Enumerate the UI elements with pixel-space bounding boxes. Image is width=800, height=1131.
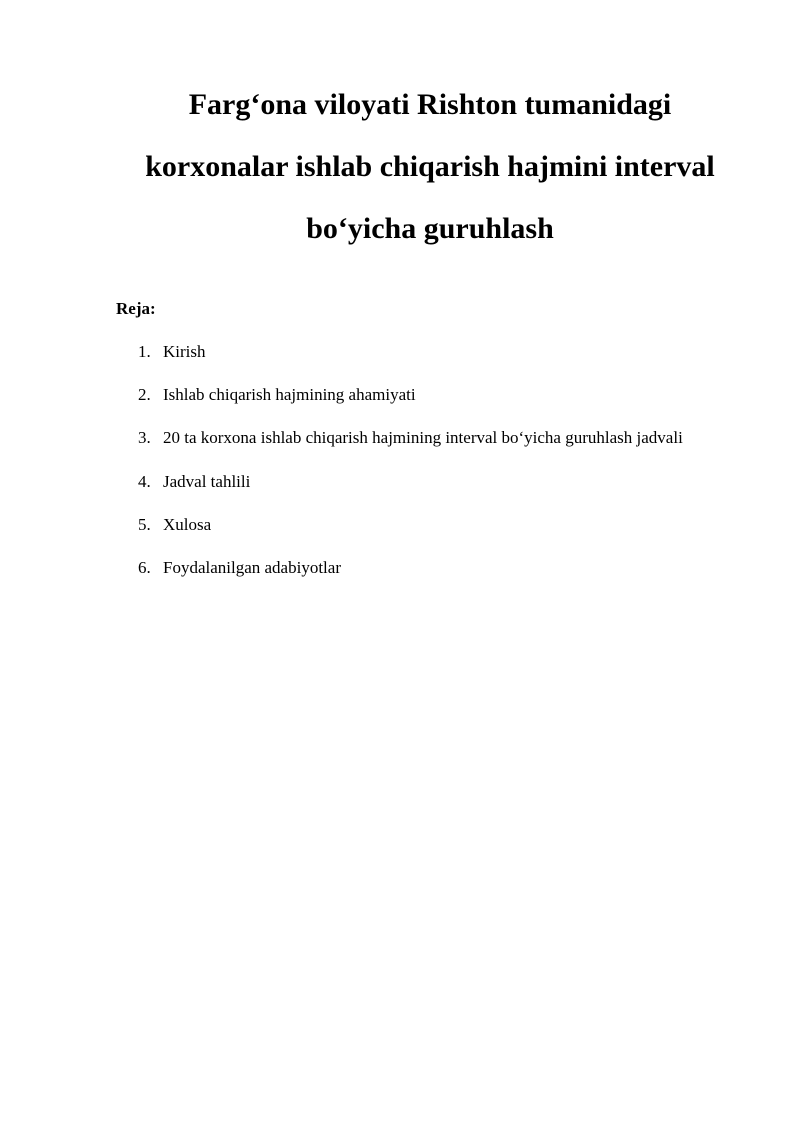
list-item: [138, 342, 683, 385]
list-item-number: 5.: [138, 514, 151, 534]
title-line-1: Farg‘ona viloyati Rishton tumanidagi: [188, 88, 672, 121]
list-item: [138, 558, 683, 601]
title-line-2: korxonalar ishlab chiqarish hajmini interval: [145, 150, 715, 183]
list-item: [138, 385, 683, 428]
list-item-number: 2.: [138, 385, 151, 405]
plan-list: [138, 342, 683, 601]
list-item-text: Kirish: [163, 342, 206, 361]
list-item: [138, 428, 683, 471]
list-item-text: 20 ta korxona ishlab chiqarish hajmining interval bo‘yicha guruhlash jadvali: [163, 428, 683, 448]
list-item-text: Foydalanilgan adabiyotlar: [163, 557, 341, 577]
list-item: [138, 515, 683, 558]
list-item-number: 4.: [138, 471, 151, 491]
list-item: [138, 472, 683, 515]
list-item-text: Ishlab chiqarish hajmining ahamiyati: [163, 385, 416, 405]
plan-heading: Reja:: [116, 299, 156, 318]
list-item-number: 1.: [138, 342, 151, 361]
title-line-3: bo‘yicha guruhlash: [306, 212, 554, 245]
document-title: [110, 74, 750, 260]
list-item-number: 6.: [138, 557, 151, 577]
list-item-text: Jadval tahlili: [163, 471, 251, 491]
list-item-text: Xulosa: [163, 514, 212, 534]
list-item-number: 3.: [138, 428, 151, 448]
